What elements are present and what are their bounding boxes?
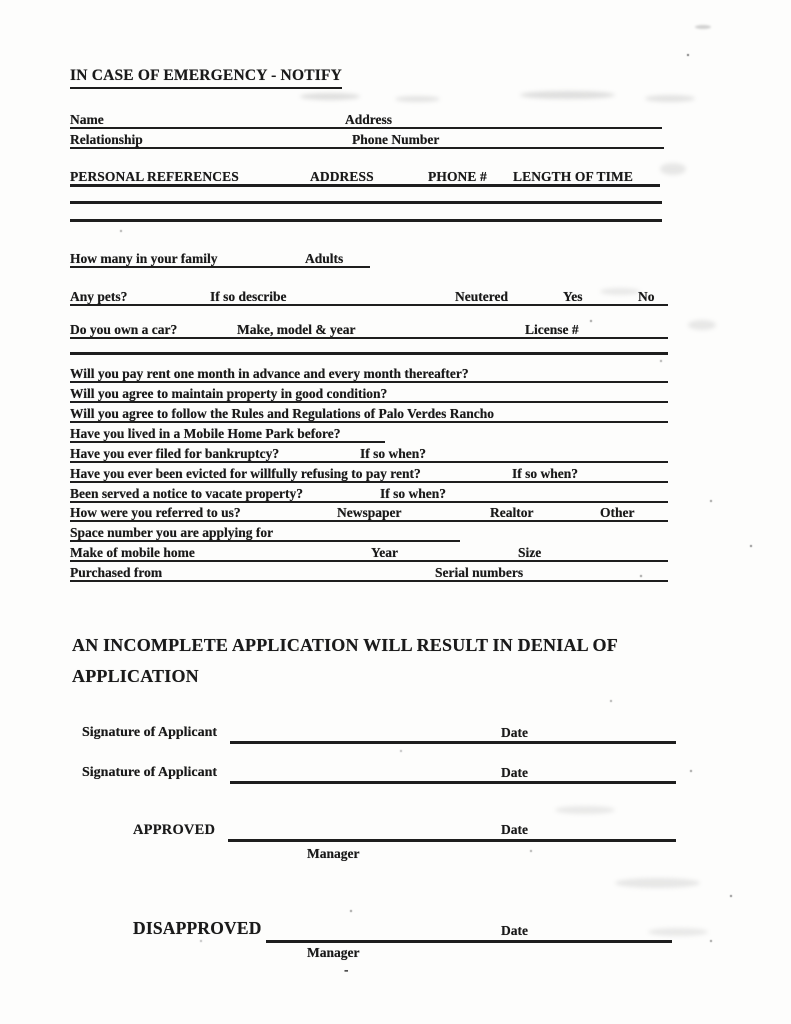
scan-noise: [615, 878, 700, 888]
yes-label: Yes: [563, 288, 583, 304]
make-of-mobile-home-label: Make of mobile home: [70, 544, 195, 560]
manager-label: Manager: [307, 945, 360, 960]
newspaper-label: Newspaper: [337, 504, 402, 520]
scan-noise: [660, 163, 686, 175]
size-label: Size: [518, 544, 542, 560]
reference-blank-line: [70, 201, 662, 204]
personal-references-header: PERSONAL REFERENCES: [70, 168, 239, 184]
car-overflow-line: [70, 352, 668, 355]
question-lived-mobile-home-park: Have you lived in a Mobile Home Park before?: [70, 425, 341, 441]
question-row: [70, 542, 668, 562]
scan-noise: [688, 320, 716, 330]
page-mark: -: [344, 962, 349, 977]
references-address-header: ADDRESS: [310, 168, 374, 184]
evicted-when-label: If so when?: [512, 465, 579, 481]
date-label: Date: [501, 822, 528, 837]
address-label: Address: [345, 111, 393, 127]
signature-line: [230, 741, 676, 744]
space-number-label: Space number you are applying for: [70, 524, 274, 540]
scan-noise: [648, 928, 708, 936]
name-label: Name: [70, 111, 104, 127]
license-number-label: License #: [525, 321, 579, 337]
references-length-header: LENGTH OF TIME: [513, 168, 633, 184]
date-label: Date: [501, 923, 528, 938]
question-row: [70, 383, 668, 403]
incomplete-application-notice: AN INCOMPLETE APPLICATION WILL RESULT IN DENIAL OF APPLICATION: [72, 635, 618, 686]
approved-line: [228, 839, 676, 842]
question-evicted: Have you ever been evicted for willfully refusing to pay rent?: [70, 465, 421, 481]
date-label: Date: [501, 725, 528, 740]
scan-noise: [695, 25, 711, 29]
scan-noise: [645, 95, 695, 102]
question-row: [70, 403, 668, 423]
disapproved-label: DISAPPROVED: [133, 918, 262, 938]
question-referred: How were you referred to us?: [70, 504, 241, 520]
scan-noise: [50, 1000, 52, 1002]
any-pets-label: Any pets?: [70, 288, 128, 304]
year-label: Year: [371, 544, 398, 560]
date-label: Date: [501, 765, 528, 780]
family-label: How many in your family: [70, 250, 218, 266]
question-row: [70, 502, 668, 522]
signature-applicant-label: Signature of Applicant: [82, 725, 218, 740]
signature-line: [230, 781, 676, 784]
scan-noise: [555, 806, 615, 814]
question-row: [70, 483, 668, 503]
name-address-row: [70, 109, 662, 129]
question-maintain-property: Will you agree to maintain property in good condition?: [70, 385, 388, 401]
question-rules-regulations: Will you agree to follow the Rules and Regulations of Palo Verdes Rancho: [70, 405, 495, 421]
question-bankruptcy: Have you ever filed for bankruptcy?: [70, 445, 280, 461]
own-car-label: Do you own a car?: [70, 321, 178, 337]
make-model-year-label: Make, model & year: [237, 321, 356, 337]
reference-blank-line: [70, 219, 662, 222]
realtor-label: Realtor: [490, 504, 534, 520]
scan-noise: [300, 93, 360, 100]
no-label: No: [638, 288, 655, 304]
relationship-phone-row: [70, 129, 664, 149]
serial-numbers-label: Serial numbers: [435, 564, 524, 580]
question-row: [70, 363, 668, 383]
phone-number-label: Phone Number: [352, 131, 440, 147]
references-phone-header: PHONE #: [428, 168, 487, 184]
scan-noise: [520, 91, 615, 99]
question-row: [70, 443, 668, 463]
question-notice-vacate: Been served a notice to vacate property?: [70, 485, 303, 501]
neutered-label: Neutered: [455, 288, 508, 304]
manager-label: Manager: [307, 846, 360, 861]
family-row: [70, 248, 370, 268]
car-row: [70, 319, 668, 339]
relationship-label: Relationship: [70, 131, 143, 147]
scan-noise: [395, 96, 440, 102]
adults-label: Adults: [305, 250, 344, 266]
question-row: [70, 423, 385, 443]
emergency-section-title: IN CASE OF EMERGENCY - NOTIFY: [70, 67, 342, 89]
references-header-row: [70, 166, 660, 187]
pets-row: [70, 286, 668, 306]
purchased-from-label: Purchased from: [70, 564, 163, 580]
vacate-when-label: If so when?: [380, 485, 447, 501]
question-rent-advance: Will you pay rent one month in advance and every month thereafter?: [70, 365, 469, 381]
signature-applicant-label: Signature of Applicant: [82, 765, 218, 780]
question-row: [70, 463, 668, 483]
if-so-describe-label: If so describe: [210, 288, 287, 304]
question-row: [70, 562, 668, 582]
approved-label: APPROVED: [133, 822, 216, 838]
other-label: Other: [600, 504, 635, 520]
question-row: [70, 522, 460, 542]
disapproved-line: [266, 940, 672, 943]
bankruptcy-when-label: If so when?: [360, 445, 427, 461]
